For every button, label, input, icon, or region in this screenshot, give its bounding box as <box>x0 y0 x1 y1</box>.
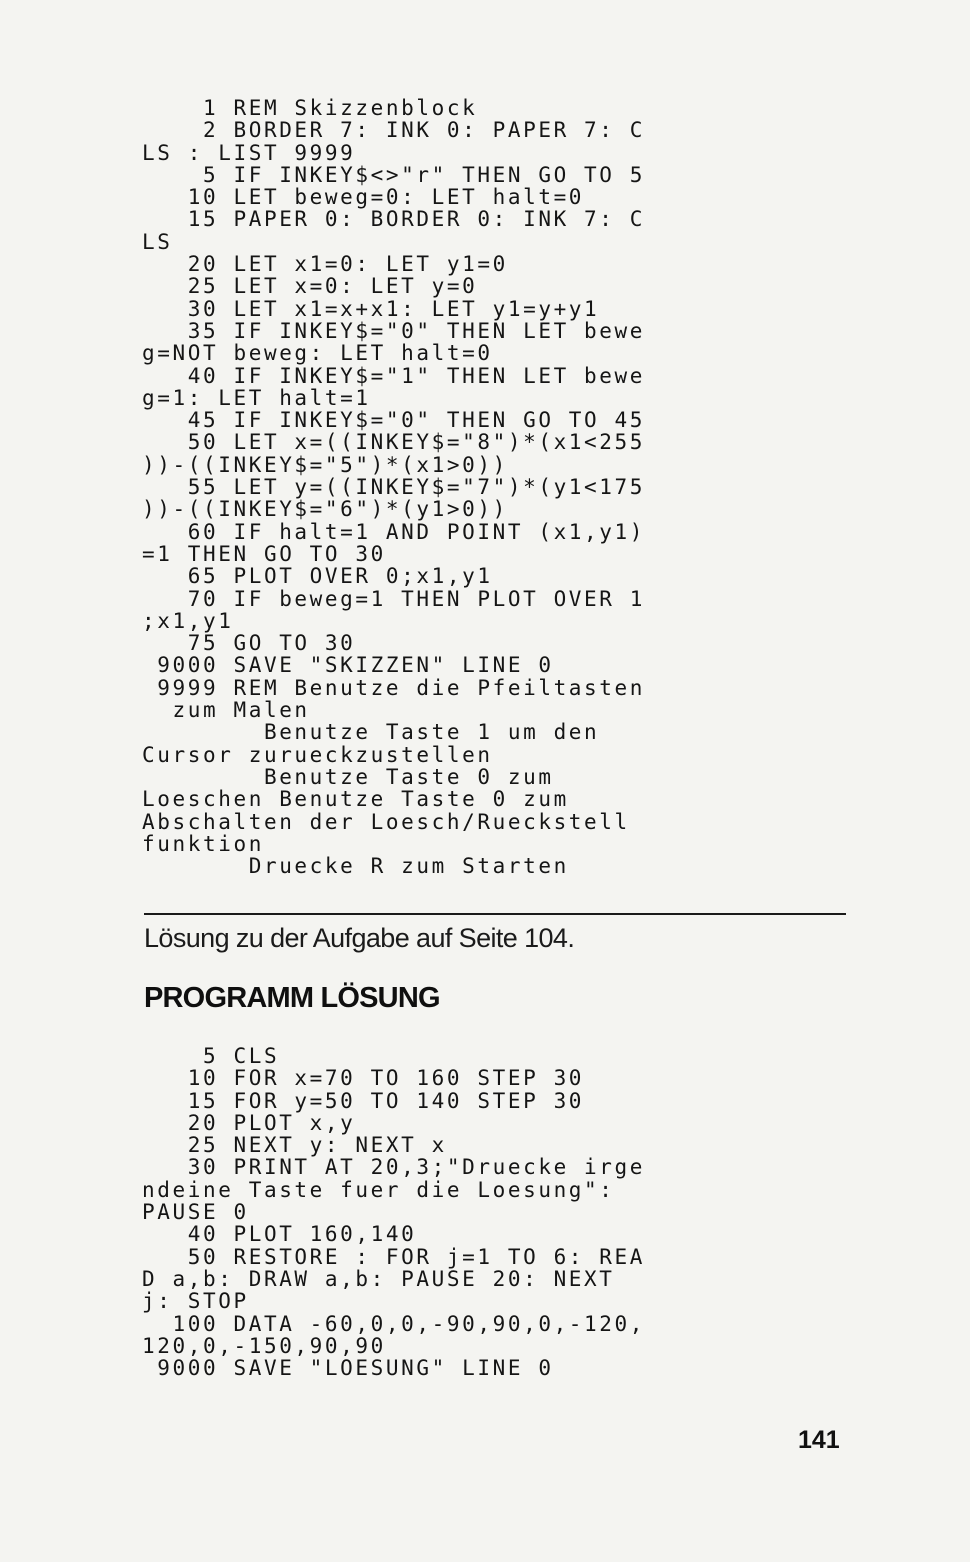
code-line: 10 LET beweg=0: LET halt=0 <box>142 185 585 210</box>
code-line: 50 LET x=((INKEY$="8")*(x1<255 <box>142 430 646 455</box>
code-line: 100 DATA -60,0,0,-90,90,0,-120, <box>142 1311 646 1336</box>
code-line: 25 NEXT y: NEXT x <box>142 1133 447 1158</box>
code-line: 9000 SAVE "SKIZZEN" LINE 0 <box>142 653 554 678</box>
code-line: 1 REM Skizzenblock <box>142 96 478 120</box>
code-line: Loeschen Benutze Taste 0 zum <box>142 787 569 812</box>
code-line: ))-((INKEY$="5")*(x1>0)) <box>142 452 508 477</box>
code-line: funktion <box>142 831 264 856</box>
code-line: 120,0,-150,90,90 <box>142 1333 386 1358</box>
program-listing <box>142 97 842 877</box>
code-line: 15 PAPER 0: BORDER 0: INK 7: C <box>142 207 646 232</box>
code-line: Benutze Taste 1 um den <box>142 720 600 745</box>
code-line: 9999 REM Benutze die Pfeiltasten <box>142 675 646 700</box>
code-line: 30 PRINT AT 20,3;"Druecke irge <box>142 1155 646 1180</box>
code-line: 55 LET y=((INKEY$="7")*(y1<175 <box>142 475 646 500</box>
code-line: g=NOT beweg: LET halt=0 <box>142 341 493 366</box>
code-line: g=1: LET halt=1 <box>142 385 371 410</box>
code-line: 5 CLS <box>142 1044 280 1068</box>
code-line: 45 IF INKEY$="0" THEN GO TO 45 <box>142 408 646 433</box>
section-title: PROGRAMM LÖSUNG <box>144 982 440 1014</box>
code-line: LS : LIST 9999 <box>142 140 356 165</box>
code-line: Druecke R zum Starten <box>142 854 569 879</box>
code-line: 40 PLOT 160,140 <box>142 1222 417 1247</box>
page-number: 141 <box>798 1426 840 1454</box>
code-line: 50 RESTORE : FOR j=1 TO 6: REA <box>142 1244 646 1269</box>
code-line: 40 IF INKEY$="1" THEN LET bewe <box>142 363 646 388</box>
code-line: 25 LET x=0: LET y=0 <box>142 274 478 299</box>
code-line: 70 IF beweg=1 THEN PLOT OVER 1 <box>142 586 646 611</box>
code-line: LS <box>142 229 173 254</box>
code-line: 30 LET x1=x+x1: LET y1=y+y1 <box>142 296 600 321</box>
code-line: =1 THEN GO TO 30 <box>142 541 386 566</box>
solution-listing <box>142 1045 842 1379</box>
code-line: 65 PLOT OVER 0;x1,y1 <box>142 564 493 589</box>
code-line: PAUSE 0 <box>142 1200 249 1225</box>
code-line: 75 GO TO 30 <box>142 631 356 656</box>
solution-caption: Lösung zu der Aufgabe auf Seite 104. <box>144 923 575 953</box>
code-line: 9000 SAVE "LOESUNG" LINE 0 <box>142 1356 554 1381</box>
section-divider <box>144 913 846 915</box>
code-line: D a,b: DRAW a,b: PAUSE 20: NEXT <box>142 1266 615 1291</box>
code-line: ))-((INKEY$="6")*(y1>0)) <box>142 497 508 522</box>
code-line: 15 FOR y=50 TO 140 STEP 30 <box>142 1088 585 1113</box>
code-line: Cursor zurueckzustellen <box>142 742 493 767</box>
code-line: 5 IF INKEY$<>"r" THEN GO TO 5 <box>142 162 646 187</box>
code-line: 20 PLOT x,y <box>142 1110 356 1135</box>
code-line: Abschalten der Loesch/Rueckstell <box>142 809 630 834</box>
code-line: 35 IF INKEY$="0" THEN LET bewe <box>142 318 646 343</box>
code-line: 60 IF halt=1 AND POINT (x1,y1) <box>142 519 646 544</box>
code-line: ndeine Taste fuer die Loesung": <box>142 1177 615 1202</box>
code-line: j: STOP <box>142 1289 249 1314</box>
code-line: Benutze Taste 0 zum <box>142 764 554 789</box>
code-line: 2 BORDER 7: INK 0: PAPER 7: C <box>142 118 646 143</box>
code-line: zum Malen <box>142 698 310 723</box>
code-line: ;x1,y1 <box>142 608 234 633</box>
code-line: 20 LET x1=0: LET y1=0 <box>142 252 508 277</box>
code-line: 10 FOR x=70 TO 160 STEP 30 <box>142 1066 585 1091</box>
